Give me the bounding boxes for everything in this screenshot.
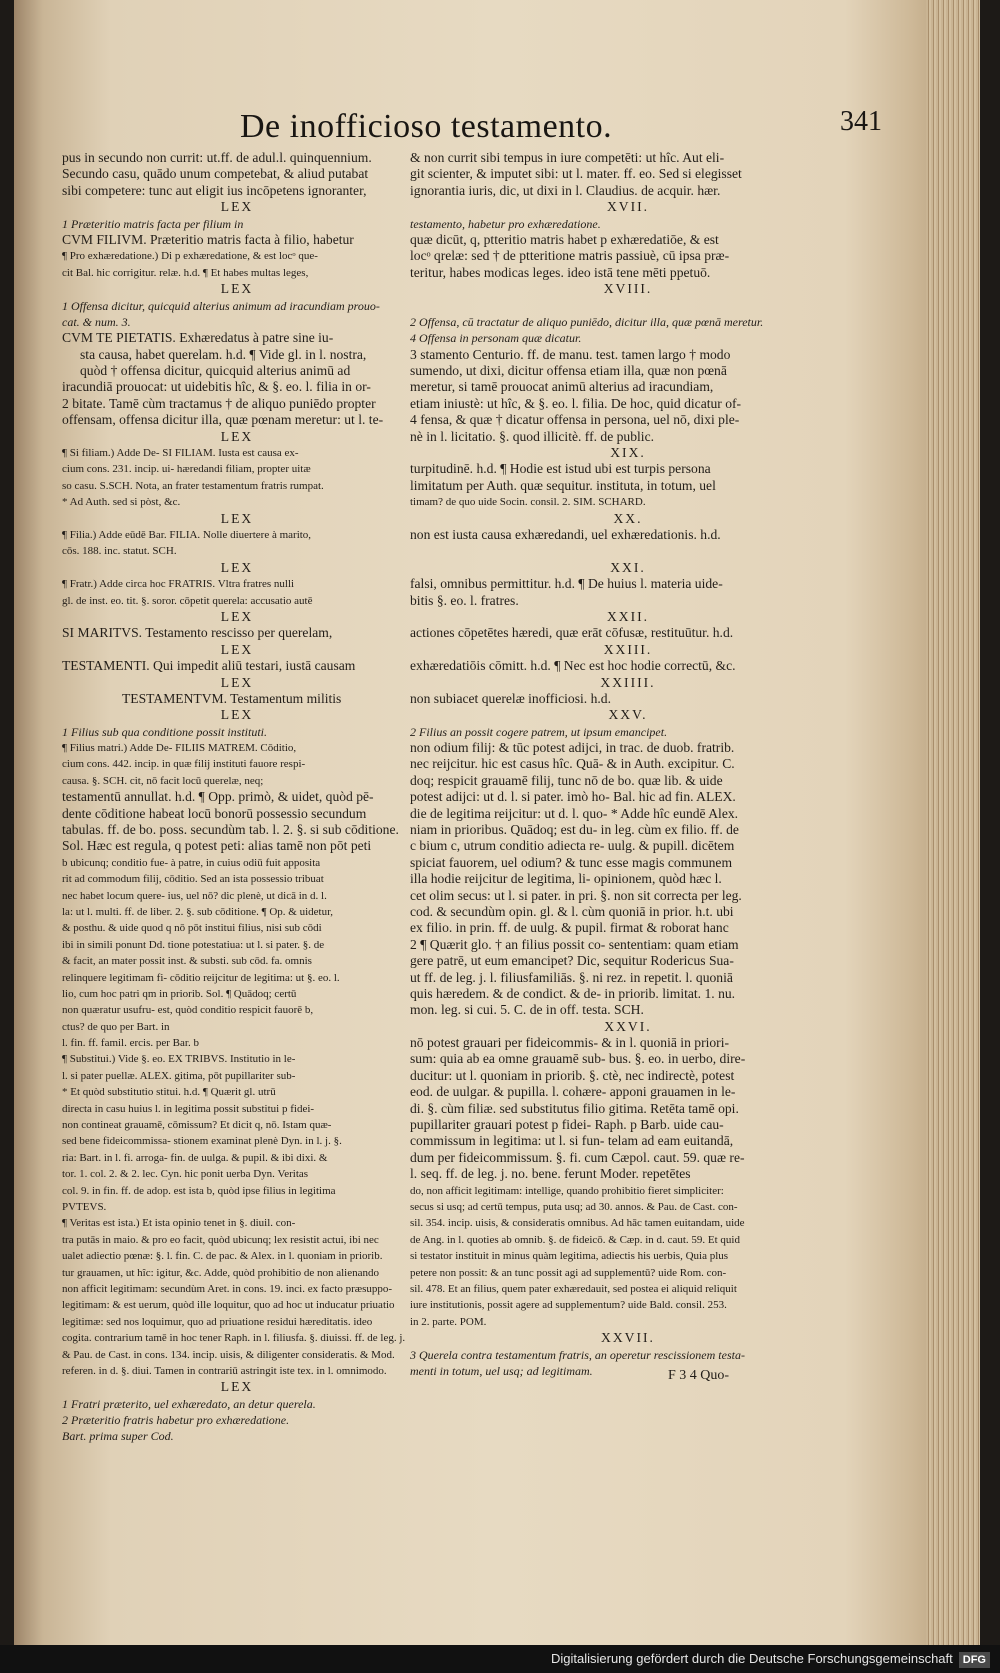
footer-text: Digitalisierung gefördert durch die Deutsche Forschungsgemeinschaft	[550, 1651, 953, 1666]
text-line: quis hæredem. & de condict. & de- in priorib. limitat. 1. nu.	[410, 985, 736, 1001]
text-line: bitis §. eo. l. fratres.	[410, 592, 519, 608]
text-line: & non currit sibi tempus in iure competēti: ut hîc. Aut eli-	[410, 150, 725, 165]
text-line: XXIII.	[603, 641, 653, 657]
text-line: col. 9. in fin. ff. de adop. est ista b, quòd ipse filius in legitima	[62, 1184, 336, 1197]
text-line: quæ dicūt, q, ptteritio matris habet p exhæredatiōe, & est	[410, 231, 719, 247]
text-line: 3 stamento Centurio. ff. de manu. test. tamen largo † modo	[410, 346, 731, 362]
text-line: ¶ Si filiam.) Adde De- SI FILIAM. Iusta est causa ex-	[62, 447, 299, 460]
text-line: * Et quòd substitutio stitui. h.d. ¶ Quærit gl. utrū	[62, 1086, 276, 1099]
text-line: & Pau. de Cast. in cons. 134. incip. uisis, & diligenter consideratis. & Mod.	[62, 1348, 395, 1361]
text-line: Sol. Hæc est regula, q potest peti: alias tamē non pōt peti	[62, 838, 372, 854]
text-line: 3 Querela contra testamentum fratris, an operetur rescissionem testa-	[410, 1347, 745, 1362]
text-line: XX.	[613, 510, 643, 526]
text-line: SI MARITVS. Testamento rescisso per querelam,	[62, 625, 333, 641]
text-line: ctus? de quo per Bart. in	[62, 1020, 170, 1033]
text-line: ducitur: ut l. quoniam in priorib. §. ctè, nec indirectè, potest	[410, 1067, 735, 1083]
book-page	[14, 0, 980, 1645]
text-line: etiam iniustè: ut hîc, & §. eo. l. filia. De hoc, quid dicatur of-	[410, 395, 742, 411]
text-line: potest adijci: ut d. l. si pater. imò ho- Bal. hic ad fin. ALEX.	[410, 789, 736, 805]
text-line: 2 Præteritio fratris habetur pro exhæredatione.	[62, 1413, 290, 1428]
text-line: LEX	[220, 674, 254, 690]
text-line: lio, cum hoc patri qm in priorib. Sol. ¶ Quādoq; certū	[62, 987, 297, 1000]
text-line: nè in l. licitatio. §. quod illicitè. ff. de public.	[410, 428, 655, 444]
text-line: timam? de quo uide Socin. consil. 2. SIM. SCHARD.	[410, 496, 646, 509]
text-line: si testator instituit in minus quàm legitima, adiectis his uerbis, Quia plus	[410, 1250, 729, 1263]
text-line: LEX	[220, 641, 254, 657]
text-line: illa hodie reijcitur de legitima, li- opinionem, quòd hæc l.	[410, 871, 722, 887]
text-line: pupillariter grauari potest p fidei- Raph. p Barb. uide cau-	[410, 1117, 724, 1133]
text-line: cium cons. 442. incip. in quæ filij instituti fauore respi-	[62, 758, 306, 771]
text-line: XXVII.	[601, 1330, 655, 1346]
text-line: iure institutionis, possit agere ad supplementum? uide Bald. consil. 253.	[410, 1299, 727, 1312]
text-line: di. §. cùm filiæ. sed substitutus filio gitima. Retēta tamē opi.	[410, 1100, 739, 1116]
text-line: sed bene fideicommissa- stionem examinat plenè Dyn. in l. j. §.	[62, 1135, 342, 1148]
text-line: XIX.	[610, 445, 646, 461]
text-line: meretur, si tamē prouocat animū alterius ad iracundiam,	[410, 379, 714, 395]
text-line: spiciat fauorem, uel odium? & tunc esse magis communem	[410, 854, 733, 870]
text-line: ¶ Veritas est ista.) Et ista opinio tenet in §. diuil. con-	[62, 1217, 296, 1230]
text-line: limitatum per Auth. quæ sequitur. instituta, in totum, uel	[410, 477, 716, 493]
page-edges	[926, 0, 980, 1645]
text-line: CVM FILIVM. Præteritio matris facta à filio, habetur	[62, 231, 354, 247]
text-line: teritur, habes modicas leges. ideo istā tene mēti ppetuō.	[410, 264, 711, 280]
text-line: menti in totum, uel usq; ad legitimam.	[410, 1363, 593, 1378]
text-line: turpitudinē. h.d. ¶ Hodie est istud ubi est turpis persona	[410, 461, 711, 477]
running-head: De inofficioso testamento.	[240, 108, 613, 145]
text-line: 1 Præteritio matris facta per filium in	[62, 216, 244, 231]
text-line: ¶ Fratr.) Adde circa hoc FRATRIS. Vltra fratres nulli	[62, 578, 295, 591]
text-line: 4 Offensa in personam quæ dicatur.	[410, 331, 582, 346]
text-line: ut ff. de leg. j. l. filiusfamiliās. §. ni rez. in repetit. l. quoniā	[410, 969, 733, 985]
text-line: sum: quia ab ea omne grauamē sub- bus. §. eo. in uerbo, dire-	[410, 1051, 746, 1067]
text-line: 2 ¶ Quærit glo. † an filius possit co- sententiam: quam etiam	[410, 936, 739, 952]
text-line: non subiacet querelæ inofficiosi. h.d.	[410, 690, 611, 706]
text-line: nec habet locum quere- ius, uel nō? dic plenè, ut dicā in d. l.	[62, 889, 327, 902]
text-line: dum per fideicommissum. §. fi. cum Cæpol. caut. 59. quæ re-	[410, 1149, 745, 1165]
text-line: non quæratur usufru- est, quòd conditio respicit fauorē b,	[62, 1004, 314, 1017]
text-line: Secundo casu, quādo unum competebat, & aliud putabat	[62, 166, 369, 182]
text-line: relinquere legitimam fi- cōditio reijcitur de legitima: ut §. eo. l.	[62, 971, 340, 984]
text-line: c bium c, utrum conditio adiecta re- uulg. & pupill. dicētem	[410, 838, 735, 854]
text-line: & facit, an mater possit inst. & substi. sub cōd. fa. omnis	[62, 955, 312, 968]
text-line: Bart. prima super Cod.	[62, 1429, 174, 1444]
text-line: cōs. 188. inc. statut. SCH.	[62, 545, 177, 558]
text-line: gere patrē, ut eum emancipet? Dic, sequitur Rodericus Sua-	[410, 953, 734, 969]
text-line: rit ad commodum filij, cōditio. Sed an ista possessio tribuat	[62, 873, 324, 886]
catchword: F 3 4 Quo-	[668, 1368, 730, 1383]
text-line: die de legitima reijcitur: ut d. l. quo- * Adde hîc eundē Alex.	[410, 805, 739, 821]
text-line: do, non afficit legitimam: intellige, quando prohibitio fieret simpliciter:	[410, 1184, 724, 1197]
text-line: commissum in legitima: ut l. si fun- telam ad eam euitandā,	[410, 1133, 734, 1149]
text-line: l. si pater puellæ. ALEX. gitima, pōt pupillariter sub-	[62, 1069, 296, 1082]
text-line: b ubicunq; conditio fue- à patre, in cuius odiū fuit apposita	[62, 856, 321, 869]
text-line: sibi competere: tunc aut eligit ius incōpetens ignoranter,	[62, 182, 367, 198]
text-line: causa. §. SCH. cit, nō facit locū querelæ, neq;	[62, 774, 264, 787]
text-line: tur grauamen, ut hîc: igitur, &c. Adde, quòd prohibitio de non alienando	[62, 1266, 379, 1279]
text-line: LEX	[220, 707, 254, 723]
text-line: legitimæ: sed nos loquimur, quo ad priuatione residui hæreditatis. ideo	[62, 1315, 373, 1328]
text-line: dente cōditione habeat locū bonorū possessio secundum	[62, 805, 367, 821]
text-line: actiones cōpetētes hæredi, quæ erāt cōfusæ, restituūtur. h.d.	[410, 625, 734, 641]
text-line: non est iusta causa exhæredandi, uel exhæredationis. h.d.	[410, 526, 721, 542]
text-line: so casu. S.SCH. Nota, an frater testamentum fratris rumpat.	[62, 479, 324, 492]
text-line: non afficit legitimam: secundùm Aret. in cons. 19. inci. ex facto præsuppo-	[62, 1282, 393, 1295]
text-line: TESTAMENTVM. Testamentum militis	[122, 690, 342, 706]
text-line: doq; respicit grauamē filij, tunc nō de bo. quæ lib. & uide	[410, 772, 723, 788]
text-line: petere non possit: & an tunc possit agi ad supplementū? uide Rom. con-	[410, 1266, 727, 1279]
text-line: 2 Offensa, cū tractatur de aliquo puniēdo, dicitur illa, quæ pœnā meretur.	[410, 314, 764, 329]
text-line: cat. & num. 3.	[62, 314, 131, 329]
text-line: ria: Bart. in l. fi. arroga- fin. de uulga. & pupil. & ibi dixi. &	[62, 1151, 328, 1164]
text-line: 4 fensa, & quæ † dicatur offensa in persona, uel nō, dixi ple-	[410, 412, 740, 428]
text-line: la: ut l. multi. ff. de liber. 2. §. sub cōditione. ¶ Op. & uidetur,	[62, 905, 334, 918]
text-line: XVIII.	[603, 281, 653, 297]
text-line: sumendo, ut dixi, dicitur offensa etiam illa, quæ non pœnā	[410, 363, 727, 379]
text-line: quòd † offensa dicitur, quicquid alterius animū ad	[80, 363, 351, 379]
text-line: mon. leg. si cui. 5. C. de in off. testa. SCH.	[410, 1002, 644, 1018]
text-line: tabulas. ff. de bo. poss. secundùm tab. l. 2. §. si sub cōditione.	[62, 822, 399, 838]
text-line: XXIIII.	[600, 674, 656, 690]
text-line: testamento, habetur pro exhæredatione.	[410, 216, 601, 231]
text-line: XXII.	[606, 608, 650, 624]
text-line: git scienter, & imputet sibi: ut l. mater. ff. eo. Sed si elegisset	[410, 166, 742, 182]
text-line: nec reijcitur. hic est casus hîc. Quā- & in Auth. excipitur. C.	[410, 756, 735, 772]
text-line: LEX	[220, 1379, 254, 1395]
text-line: ¶ Pro exhæredatione.) Di p exhæredatione, & est locᵒ que-	[62, 250, 318, 263]
text-line: referen. in d. §. diui. Tamen in contrariū astringit iste tex. in l. omnimodo.	[62, 1364, 387, 1377]
text-line: ¶ Filia.) Adde eūdē Bar. FILIA. Nolle diuertere à marito,	[62, 528, 312, 541]
text-line: 1 Offensa dicitur, quicquid alterius animum ad iracundiam prouo-	[62, 298, 380, 313]
text-line: CVM TE PIETATIS. Exhæredatus à patre sine iu-	[62, 330, 334, 346]
text-line: sil. 354. incip. uisis, & consideratis omnibus. Ad hāc tamen euitandam, uide	[410, 1217, 745, 1230]
text-line: ¶ Substitui.) Vide §. eo. EX TRIBVS. Institutio in le-	[62, 1053, 296, 1066]
text-line: LEX	[220, 510, 254, 526]
text-line: XXV.	[608, 707, 648, 723]
text-line: nō potest grauari per fideicommis- & in l. quoniā in priori-	[410, 1035, 730, 1051]
text-line: ignorantia iuris, dic, ut dixi in l. Claudius. de acquir. hær.	[410, 182, 721, 198]
page-number: 341	[840, 106, 882, 137]
text-line: in 2. parte. POM.	[410, 1315, 487, 1328]
text-line: LEX	[220, 199, 254, 215]
text-line: LEX	[220, 608, 254, 624]
text-line: de Ang. in l. quoties ab omnib. §. de fideicō. & Cæp. in d. caut. 59. Et quid	[410, 1233, 740, 1246]
text-line: legitimam: & est uerum, quòd ille loquitur, quo ad hoc ut inducatur priuatio	[62, 1299, 395, 1312]
text-line: non contineat grauamē, cōmissum? Et dicit q, nō. Istam quæ-	[62, 1119, 332, 1132]
text-line: falsi, omnibus permittitur. h.d. ¶ De huius l. materia uide-	[410, 576, 723, 592]
text-line: XXVI.	[604, 1018, 652, 1034]
text-line: non odium filij: & tūc potest adijci, in trac. de duob. fratrib.	[410, 740, 735, 756]
text-line: cium cons. 231. incip. ui- hæredandi filiam, propter uitæ	[62, 463, 311, 476]
text-line: niam in prioribus. Quādoq; est du- in leg. cùm ex filio. ff. de	[410, 822, 739, 838]
text-line: cet olim secus: ut l. si pater. in pri. §. non sit correcta per leg.	[410, 887, 742, 903]
text-line: 1 Filius sub qua conditione possit instituti.	[62, 724, 268, 739]
text-line: exhæredatiōis cōmitt. h.d. ¶ Nec est hoc hodie correctū, &c.	[410, 658, 736, 674]
text-line: secus si usq; ad certū tempus, puta usq; ad 30. annos. & Pau. de Cast. con-	[410, 1201, 738, 1213]
text-line: ex filio. in prin. ff. de uulg. & pupil. firmat & roborat hanc	[410, 920, 729, 936]
text-line: cit Bal. hic corrigitur. relæ. h.d. ¶ Et habes multas leges,	[62, 266, 309, 279]
text-line: gl. de inst. eo. tit. §. soror. cōpetit querela: accusatio autē	[62, 594, 313, 607]
text-line: directa in casu huius l. in legitima possit substitui p fidei-	[62, 1102, 315, 1115]
text-line: l. seq. ff. de leg. j. no. bene. ferunt Moder. repetētes	[410, 1166, 691, 1182]
text-line: testamentū annullat. h.d. ¶ Opp. primò, & uidet, quòd pē-	[62, 789, 374, 805]
text-line: LEX	[220, 428, 254, 444]
text-line: TESTAMENTI. Qui impedit aliū testari, iustā causam	[62, 658, 356, 674]
text-line: PVTEVS.	[62, 1201, 107, 1213]
left-column	[62, 150, 412, 1445]
text-line: locᵒ qrelæ: sed † de ptteritione matris passiuè, cū ipsa præ-	[410, 248, 730, 264]
text-line: pus in secundo non currit: ut.ff. de adul.l. quinquennium.	[62, 150, 372, 165]
text-line: XXI.	[610, 559, 646, 575]
text-line: * Ad Auth. sed si pòst, &c.	[62, 496, 181, 509]
footer-bar	[0, 1645, 1000, 1673]
text-line: 2 Filius an possit cogere patrem, ut ipsum emancipet.	[410, 724, 668, 739]
text-line: LEX	[220, 559, 254, 575]
text-line: LEX	[220, 281, 254, 297]
text-line: offensam, offensa dicitur illa, quæ pœnam meretur: ut l. te-	[62, 412, 384, 428]
text-line: tra putās in maio. & pro eo facit, quòd ubicunq; lex resistit actui, ibi nec	[62, 1233, 379, 1246]
right-column	[410, 150, 846, 1379]
text-line: XVII.	[606, 199, 650, 215]
text-line: 2 bitate. Tamē cùm tractamus † de aliquo puniēdo propter	[62, 395, 376, 411]
text-line: cogita. contrarium tamē in hoc tener Raph. in l. filiusfa. §. diuissi. ff. de leg. j.	[62, 1332, 406, 1345]
dfg-logo: DFG	[959, 1652, 990, 1668]
text-line: iracundiā prouocat: ut uidebitis hîc, & §. eo. l. filia in or-	[62, 379, 371, 395]
text-line: eod. de uulgar. & pupilla. l. cohære- apponi grauamen in le-	[410, 1084, 736, 1100]
text-line	[410, 298, 846, 314]
text-line: ¶ Filius matri.) Adde De- FILIIS MATREM. Cōditio,	[62, 742, 297, 755]
text-line: cod. & secundùm opin. gl. & l. cùm quoniā in prior. h.t. ubi	[410, 903, 734, 919]
text-line: l. fin. ff. famil. ercis. per Bar. b	[62, 1037, 199, 1050]
text-line: 1 Fratri præterito, uel exhæredato, an detur querela.	[62, 1396, 316, 1411]
text-line: sil. 478. Et an filius, quem pater exhæredauit, sed postea ei aliquid reliquit	[410, 1282, 737, 1295]
text-line: & posthu. & uide quod q nō pōt institui filius, nisi sub cōdi	[62, 922, 322, 935]
text-line	[410, 543, 846, 559]
text-line: ualet adiectio pœnæ: §. l. fin. C. de pac. & Alex. in l. quoniam in priorib.	[62, 1250, 383, 1263]
text-line: ibi in simili ponunt Dd. tione potestatiua: ut l. si pater. §. de	[62, 938, 325, 951]
text-line: sta causa, habet querelam. h.d. ¶ Vide gl. in l. nostra,	[80, 346, 367, 362]
text-line: tor. 1. col. 2. & 2. lec. Cyn. hic ponit uerba Dyn. Veritas	[62, 1168, 309, 1181]
